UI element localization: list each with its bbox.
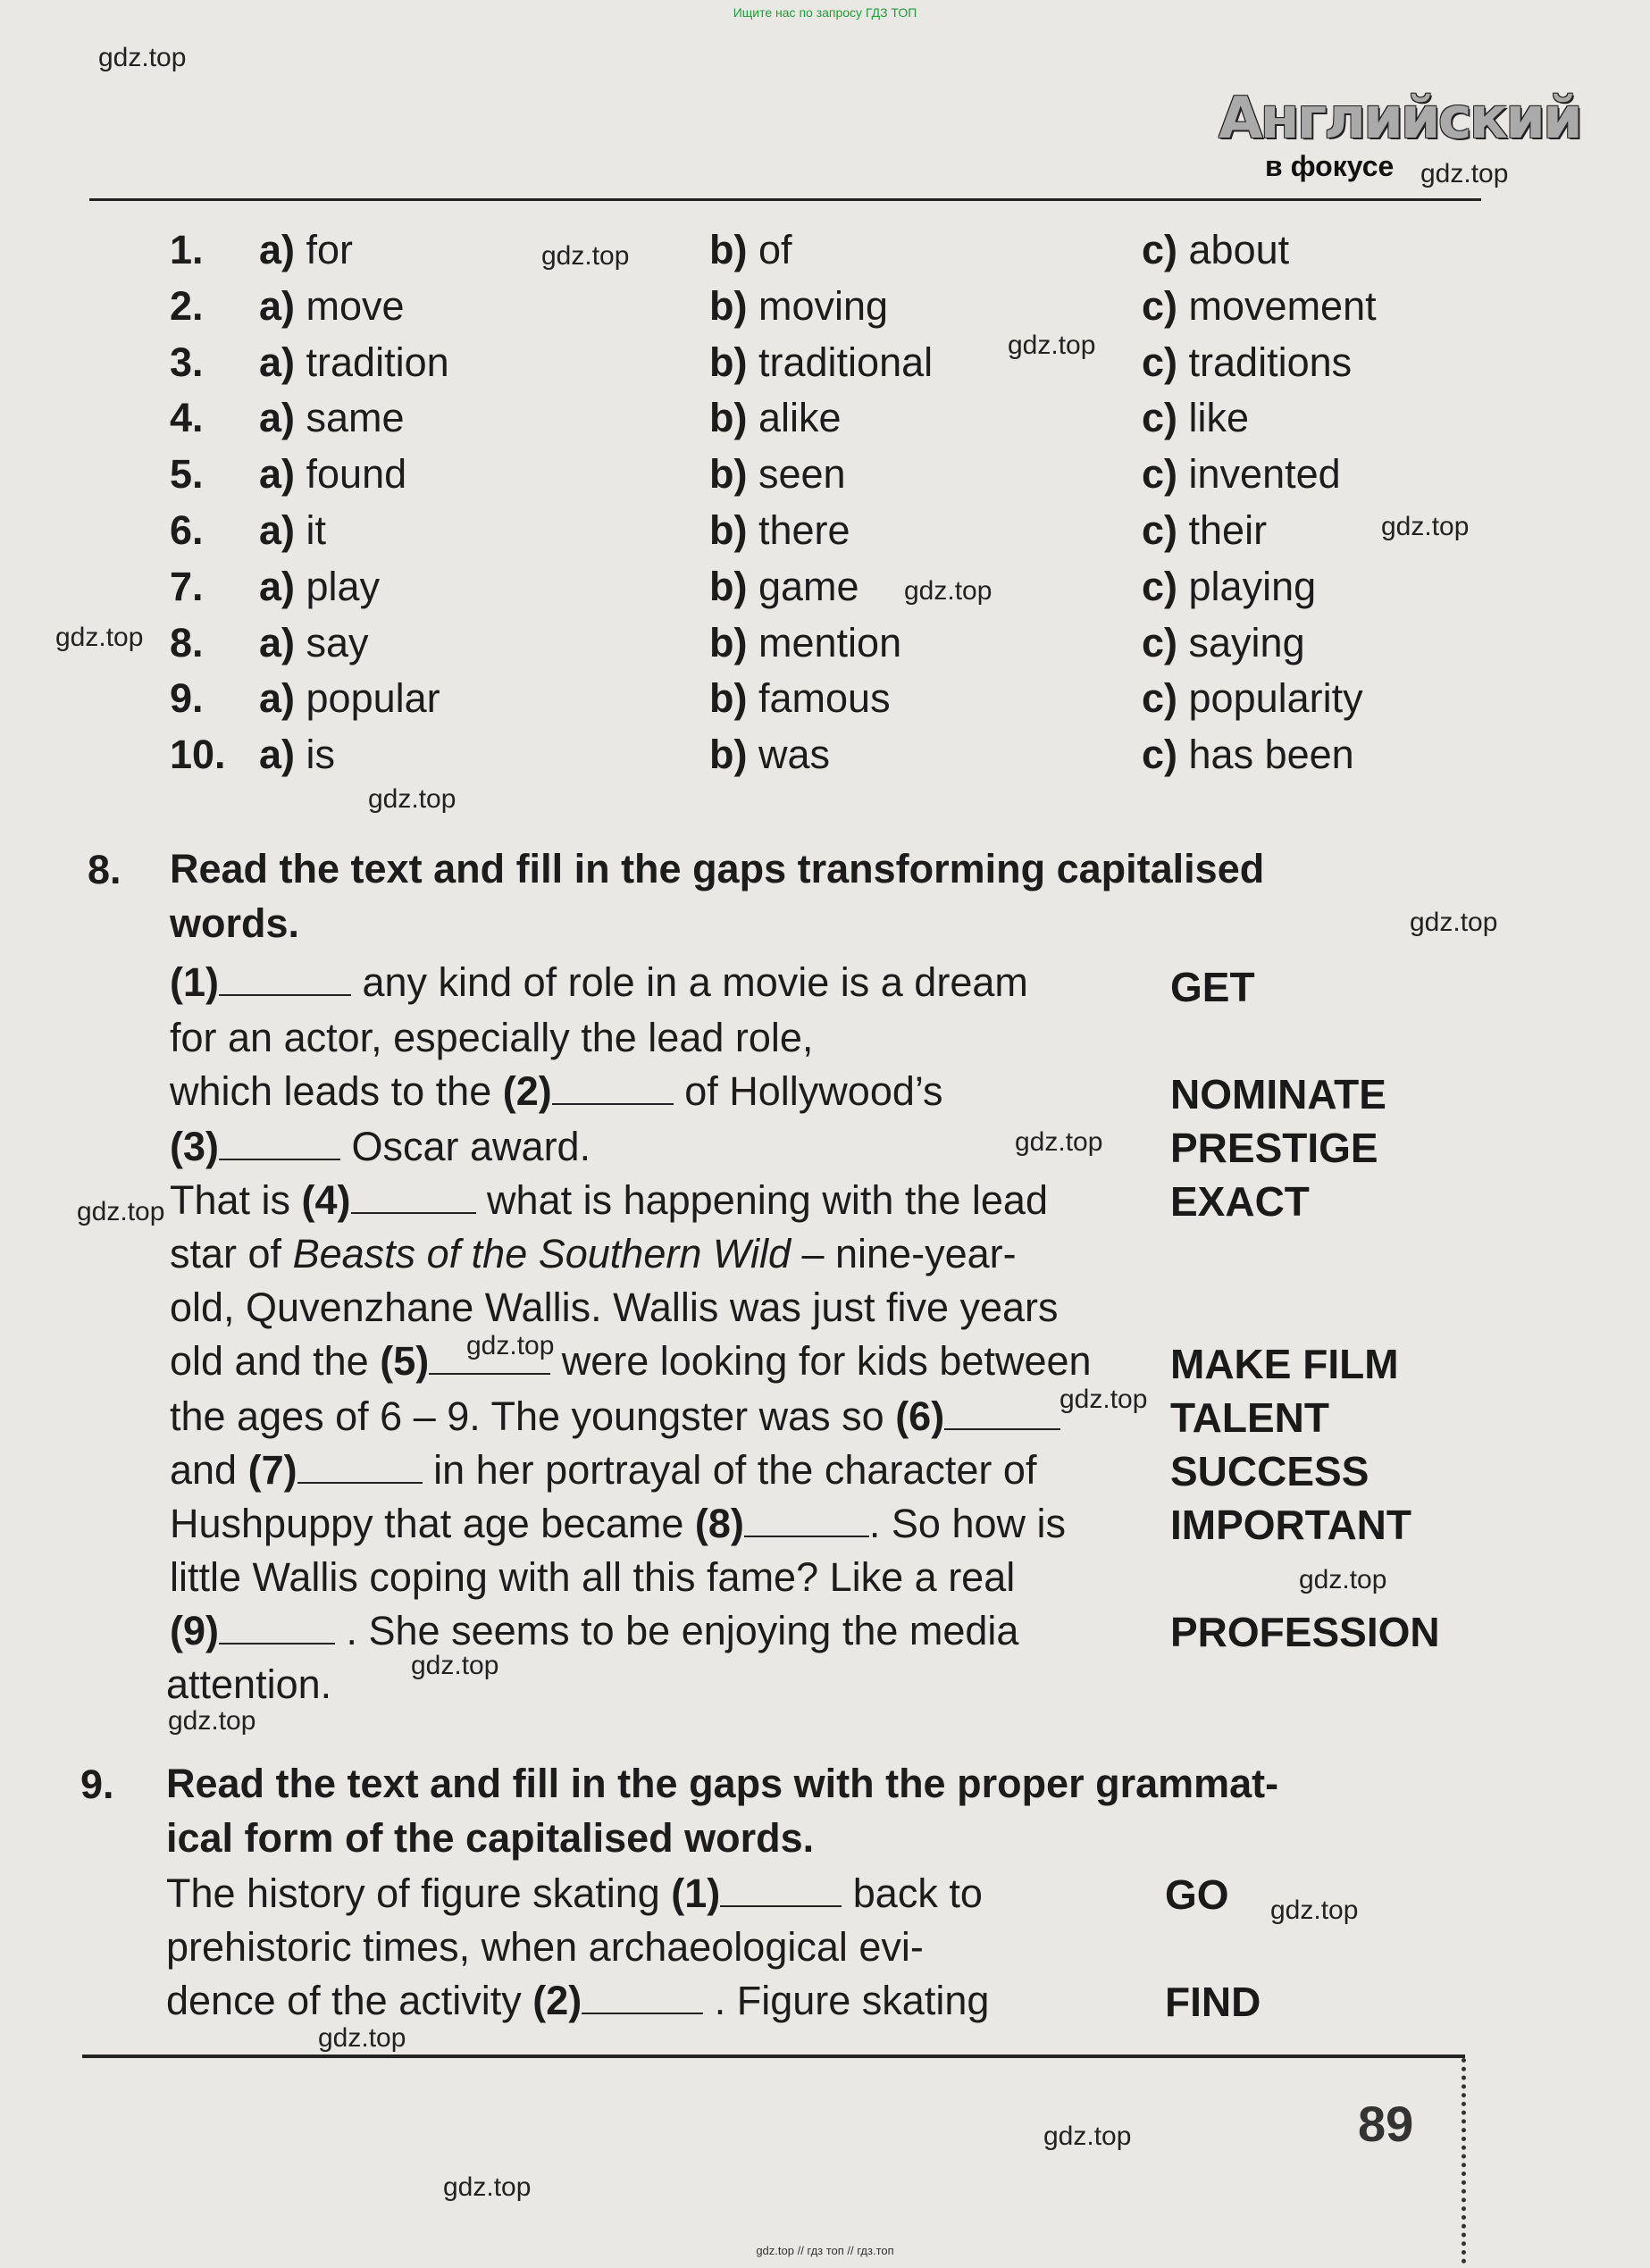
keyword: FIND bbox=[1165, 1979, 1261, 2025]
watermark: gdz.top bbox=[1008, 331, 1096, 360]
mc-number: 4. bbox=[170, 395, 204, 441]
textbook-page: Ищите нас по запросу ГДЗ ТОП Английский в фокусе gdz.top gdz.top gdz.top gdz.top gdz.top gdz.top gdz.top gdz.top gdz.top gdz.top gdz.top gdz.top gdz.top gdz.top gdz.top gdz.top gdz.top gdz.top gdz.top gdz.top 1. a) for b) of c) about 2. a) move b) moving c) movement 3. a) tradition b) traditional c) traditions 4. a) same b) alike c) like 5. a) found b) seen c) invented 6. a) it b) there c) their 7. a) play b) game c) playing 8. a) say b) mention c) saying 9. a) popular b) famous c) popularity 10. a) is b) was c) has been 8. Read the text and fill in the gaps transforming capitalised words. (1) any kind of role in a movie is a dream for an actor, especially the lead role, which leads to the (2) of Hollywood’s (3) Oscar award. That is (4) what is happening with the lead star of Beasts of the Southern Wild – nine-year- old, Quvenzhane Wallis. Wallis was just five years old and the (5) were looking for kids between the ages of 6 – 9. The youngster was so (6) and (7) in her portrayal of the character of Hushpuppy that age became (8) . So how is little Wallis coping with all this fame? Like a real (9) . She seems to be enjoying the media attention. GET NOMINATE PRESTIGE EXACT MAKE FILM TALENT SUCCESS IMPORTANT PROFESSION 9. Read the text and fill in the gaps with the proper grammat- ical form of the capitalised words. The history of figure skating (1) back to prehistoric times, when archaeological evi- dence of the activity (2) . Figure skating GO FIND 89 gdz.top // гдз топ // гдз.топ bbox=[0, 0, 1650, 2268]
mc-row bbox=[170, 730, 1465, 786]
mc-number: 3. bbox=[170, 339, 204, 385]
keyword: MAKE FILM bbox=[1170, 1341, 1399, 1387]
mc-number: 1. bbox=[170, 227, 204, 272]
watermark: gdz.top bbox=[1060, 1385, 1148, 1414]
option-c[interactable]: c) like bbox=[1142, 395, 1250, 441]
option-c[interactable]: c) invented bbox=[1142, 451, 1341, 498]
watermark: gdz.top bbox=[1270, 1896, 1359, 1925]
option-b[interactable]: b) seen bbox=[709, 451, 846, 498]
option-b[interactable]: b) mention bbox=[709, 619, 902, 665]
keyword: GET bbox=[1170, 964, 1255, 1010]
top-note: Ищите нас по запросу ГДЗ ТОП bbox=[733, 5, 917, 20]
option-b[interactable]: b) famous bbox=[709, 675, 891, 722]
option-c[interactable]: c) movement bbox=[1142, 282, 1377, 329]
bottom-rule bbox=[82, 2055, 1465, 2058]
keyword: PROFESSION bbox=[1170, 1609, 1440, 1655]
mc-number: 9. bbox=[170, 675, 204, 722]
watermark: gdz.top bbox=[1420, 159, 1509, 188]
dotted-margin bbox=[1462, 2058, 1471, 2264]
mc-number: 10. bbox=[170, 732, 226, 778]
option-b[interactable]: b) alike bbox=[709, 395, 842, 441]
option-a[interactable]: a) play bbox=[259, 563, 381, 609]
keyword: SUCCESS bbox=[1170, 1448, 1369, 1494]
option-c[interactable]: c) saying bbox=[1142, 619, 1305, 665]
option-c[interactable]: c) playing bbox=[1142, 563, 1317, 609]
page-number: 89 bbox=[1358, 2096, 1414, 2152]
logo-sub-text: в фокусе bbox=[1265, 150, 1395, 182]
task-9-number: 9. bbox=[80, 1762, 114, 1807]
option-a[interactable]: a) is bbox=[259, 732, 336, 778]
option-b[interactable]: b) there bbox=[709, 506, 850, 553]
keyword: PRESTIGE bbox=[1170, 1125, 1378, 1171]
option-a[interactable]: a) move bbox=[259, 282, 405, 329]
watermark: gdz.top bbox=[318, 2023, 406, 2053]
mc-row bbox=[170, 506, 1465, 562]
watermark: gdz.top bbox=[1299, 1565, 1387, 1594]
option-a[interactable]: a) tradition bbox=[259, 339, 449, 385]
option-c[interactable]: c) has been bbox=[1142, 732, 1354, 778]
watermark: gdz.top bbox=[55, 623, 144, 652]
watermark: gdz.top bbox=[443, 2172, 532, 2202]
watermark: gdz.top bbox=[98, 43, 187, 72]
option-b[interactable]: b) moving bbox=[709, 282, 889, 329]
logo-main-text: Английский bbox=[1219, 86, 1580, 152]
watermark: gdz.top bbox=[904, 576, 993, 606]
keyword: TALENT bbox=[1170, 1394, 1330, 1441]
option-a[interactable]: a) same bbox=[259, 395, 405, 441]
watermark: gdz.top bbox=[77, 1197, 165, 1226]
mc-row bbox=[170, 393, 1465, 449]
mc-row bbox=[170, 674, 1465, 730]
watermark: gdz.top bbox=[411, 1651, 499, 1680]
option-c[interactable]: c) popularity bbox=[1142, 675, 1363, 722]
task-8-number: 8. bbox=[88, 847, 121, 892]
mc-row bbox=[170, 281, 1465, 338]
option-b[interactable]: b) traditional bbox=[709, 339, 934, 385]
option-a[interactable]: a) it bbox=[259, 506, 327, 553]
keyword: IMPORTANT bbox=[1170, 1502, 1412, 1548]
watermark: gdz.top bbox=[1015, 1127, 1103, 1157]
mc-row bbox=[170, 338, 1465, 394]
option-a[interactable]: a) for bbox=[259, 227, 354, 272]
watermark: gdz.top bbox=[1381, 512, 1470, 541]
mc-number: 7. bbox=[170, 563, 204, 609]
watermark: gdz.top bbox=[168, 1706, 256, 1736]
keyword: EXACT bbox=[1170, 1178, 1310, 1225]
watermark: gdz.top bbox=[1410, 908, 1498, 937]
option-c[interactable]: c) their bbox=[1142, 506, 1268, 553]
multiple-choice-list bbox=[170, 225, 1465, 786]
top-rule bbox=[89, 198, 1481, 201]
mc-number: 2. bbox=[170, 282, 204, 329]
watermark: gdz.top bbox=[1043, 2122, 1132, 2151]
option-b[interactable]: b) game bbox=[709, 563, 859, 609]
option-c[interactable]: c) about bbox=[1142, 227, 1290, 272]
option-b[interactable]: b) was bbox=[709, 732, 831, 778]
mc-row bbox=[170, 562, 1465, 618]
option-a[interactable]: a) say bbox=[259, 619, 369, 665]
keyword: NOMINATE bbox=[1170, 1071, 1386, 1117]
watermark: gdz.top bbox=[466, 1331, 555, 1360]
task-8-heading: Read the text and fill in the gaps transforming capitalised words. bbox=[170, 846, 1265, 946]
keyword: GO bbox=[1165, 1871, 1229, 1918]
mc-number: 8. bbox=[170, 619, 204, 665]
mc-row bbox=[170, 449, 1465, 506]
task-9-heading: Read the text and fill in the gaps with the proper grammat- ical form of the capitalised words. bbox=[166, 1761, 1279, 1861]
option-a[interactable]: a) popular bbox=[259, 675, 440, 722]
option-b[interactable]: b) of bbox=[709, 227, 792, 272]
bottom-note: gdz.top // гдз топ // гдз.топ bbox=[756, 2244, 894, 2257]
mc-row bbox=[170, 618, 1465, 674]
watermark: gdz.top bbox=[541, 241, 630, 271]
watermark: gdz.top bbox=[368, 784, 456, 814]
option-c[interactable]: c) traditions bbox=[1142, 339, 1353, 385]
mc-number: 5. bbox=[170, 451, 204, 498]
option-a[interactable]: a) found bbox=[259, 451, 407, 498]
mc-number: 6. bbox=[170, 506, 204, 553]
mc-row bbox=[170, 225, 1465, 281]
